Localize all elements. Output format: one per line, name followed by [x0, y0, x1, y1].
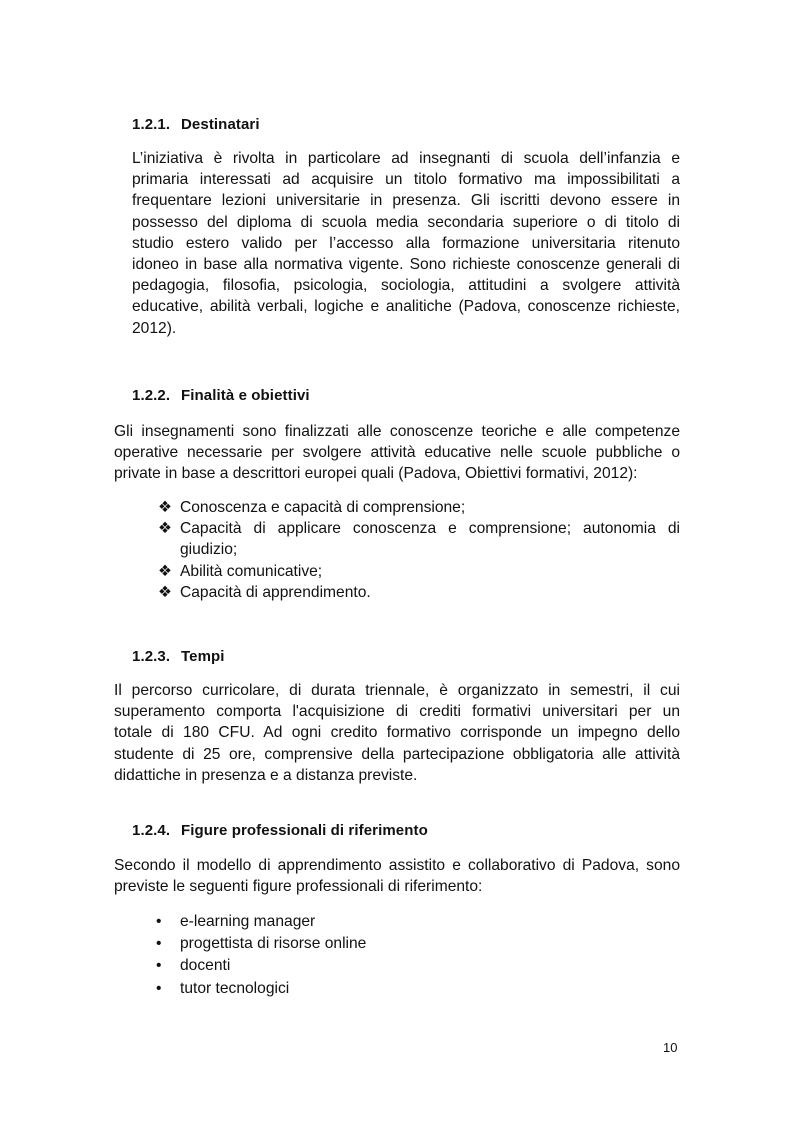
section-title: Finalità e obiettivi — [181, 387, 310, 404]
paragraph-finalita — [114, 421, 680, 485]
text-line: pedagogia, filosofia, psicologia, sociologia, attitudini a svolgere attività — [132, 277, 680, 295]
section-title: Destinatari — [181, 116, 260, 133]
list-item: • docenti — [156, 955, 680, 977]
text-line: studio estero valido per l’accesso alla formazione universitaria ritenuto — [132, 234, 680, 252]
dot-bullet-icon: • — [156, 935, 162, 953]
text-line: idoneo in base alla normativa vigente. Sono richieste conoscenze generali di — [132, 256, 680, 274]
text-line: previste le seguenti figure professionali di riferimento: — [114, 878, 483, 896]
list-item: • progettista di risorse online — [156, 933, 680, 955]
section-number: 1.2.2. — [132, 387, 171, 404]
text-line: Secondo il modello di apprendimento assistito e collaborativo di Padova, sono — [114, 857, 680, 874]
text-line: educative, abilità verbali, logiche e analitiche (Padova, conoscenze richieste, — [132, 298, 680, 316]
section-heading-finalita — [132, 387, 310, 404]
list-item: ❖ Capacità di apprendimento. — [158, 582, 680, 603]
text-line: superamento comporta l'acquisizione di crediti formativi universitari per un — [114, 703, 680, 721]
text-line: private in base a descrittori europei quali (Padova, Obiettivi formativi, 2012): — [114, 465, 638, 483]
list-item: • e-learning manager — [156, 911, 680, 933]
paragraph-destinatari — [132, 148, 680, 339]
section-title: Figure professionali di riferimento — [181, 822, 428, 839]
text-line: totale di 180 CFU. Ad ogni credito formativo corrisponde un impegno dello — [114, 724, 680, 742]
text-line: possesso del diploma di scuola media secondaria superiore o di titolo di — [132, 213, 680, 231]
list-item: • tutor tecnologici — [156, 978, 680, 1000]
section-heading-tempi — [132, 648, 225, 665]
text-line: primaria interessati ad acquisire un titolo formativo ma impossibilitati a — [132, 171, 680, 189]
dot-bullet-icon: • — [156, 957, 162, 975]
paragraph-figure-professionali — [114, 855, 680, 897]
dot-bullet-icon: • — [156, 979, 162, 997]
professional-figures-list — [156, 911, 680, 1000]
list-item: ❖ Capacità di applicare conoscenza e comprensione; autonomia di giudizio; — [158, 520, 680, 559]
text-line: didattiche in presenza e a distanza previste. — [114, 766, 418, 784]
text-line: Gli insegnamenti sono finalizzati alle conoscenze teoriche e alle competenze — [114, 423, 680, 440]
text-line: Il percorso curricolare, di durata triennale, è organizzato in semestri, il cui — [114, 682, 680, 699]
dot-bullet-icon: • — [156, 913, 162, 930]
section-heading-destinatari — [132, 116, 260, 133]
list-item: ❖ Abilità comunicative; — [158, 561, 680, 582]
section-number: 1.2.4. — [132, 822, 171, 839]
list-item: ❖ Conoscenza e capacità di comprensione; — [158, 497, 680, 518]
text-line: operative necessarie per svolgere attività educative nelle scuole pubbliche o — [114, 444, 680, 462]
diamond-bullet-icon: ❖ — [158, 583, 172, 601]
diamond-bullet-icon: ❖ — [158, 562, 172, 580]
section-title: Tempi — [181, 648, 225, 665]
section-number: 1.2.3. — [132, 648, 171, 665]
text-line: L’iniziativa è rivolta in particolare ad insegnanti di scuola dell’infanzia e — [132, 150, 680, 167]
text-line: studente di 25 ore, comprensive della partecipazione obbligatoria alle attività — [114, 745, 680, 763]
text-line: frequentare lezioni universitarie in presenza. Gli iscritti devono essere in — [132, 192, 680, 210]
diamond-bullet-icon: ❖ — [158, 520, 172, 538]
section-number: 1.2.1. — [132, 116, 171, 133]
section-heading-figure-professionali — [132, 822, 428, 839]
page-number: 10 — [663, 1040, 678, 1055]
objectives-list — [158, 497, 680, 603]
diamond-bullet-icon: ❖ — [158, 499, 172, 516]
text-line: 2012). — [132, 319, 177, 337]
paragraph-tempi — [114, 680, 680, 786]
